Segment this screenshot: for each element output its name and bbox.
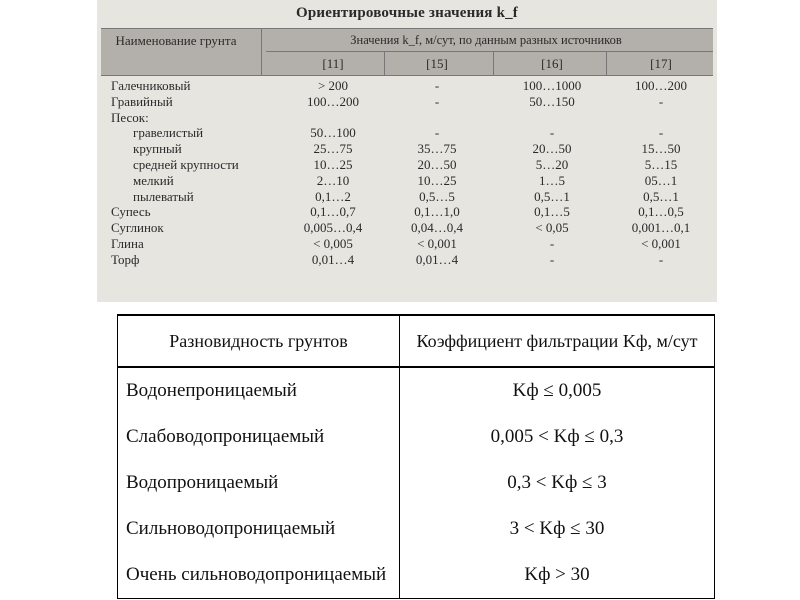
value-cell: 50…100 bbox=[310, 125, 356, 141]
value-cell: 10…25 bbox=[417, 172, 457, 188]
value-cell: - bbox=[434, 93, 440, 109]
coefficient-cell: 0,005 < Kф ≤ 0,3 bbox=[400, 414, 715, 460]
scan-table-body bbox=[101, 78, 713, 268]
soil-type-cell: Слабоводопроницаемый bbox=[118, 414, 400, 460]
value-cell: 0,1…5 bbox=[534, 204, 570, 220]
table-row bbox=[118, 552, 715, 599]
soil-type-header: Разновидность грунтов bbox=[118, 315, 400, 367]
soil-name: Суглинок bbox=[111, 220, 164, 236]
soil-name: средней крупности bbox=[133, 156, 239, 172]
soil-name-header: Наименование грунта bbox=[115, 33, 237, 48]
value-cell: - bbox=[658, 125, 664, 141]
table-row bbox=[101, 189, 713, 205]
value-cell: - bbox=[549, 125, 555, 141]
value-cell: 0,5…1 bbox=[534, 188, 570, 204]
value-cell: < 0,001 bbox=[417, 235, 457, 251]
soil-type-cell: Очень сильноводопроницаемый bbox=[118, 552, 400, 599]
value-cell: - bbox=[434, 78, 440, 93]
table-row bbox=[118, 460, 715, 506]
value-cell: - bbox=[658, 251, 664, 267]
source-header-17: [17] bbox=[650, 56, 672, 71]
table-row bbox=[118, 414, 715, 460]
value-cell: 100…1000 bbox=[522, 78, 582, 93]
soil-name: Торф bbox=[111, 251, 140, 267]
value-cell: 100…200 bbox=[307, 93, 359, 109]
table-row bbox=[101, 78, 713, 94]
header-divider bbox=[493, 51, 494, 75]
value-cell: - bbox=[549, 251, 555, 267]
header-divider bbox=[606, 51, 607, 75]
soil-type-cell: Водонепроницаемый bbox=[118, 367, 400, 414]
permeability-table bbox=[117, 314, 715, 599]
table-row bbox=[118, 367, 715, 414]
table-row bbox=[101, 157, 713, 173]
soil-name: Супесь bbox=[111, 204, 151, 220]
table-row bbox=[101, 236, 713, 252]
soil-name: мелкий bbox=[133, 172, 174, 188]
value-cell: 0,01…4 bbox=[311, 251, 355, 267]
table-row bbox=[101, 252, 713, 268]
value-cell: < 0,005 bbox=[313, 235, 353, 251]
soil-name: крупный bbox=[133, 141, 182, 157]
value-cell: 35…75 bbox=[417, 141, 457, 157]
value-cell: < 0,001 bbox=[641, 235, 681, 251]
table-row bbox=[101, 220, 713, 236]
value-cell: 0,1…0,7 bbox=[310, 204, 356, 220]
table-row bbox=[101, 204, 713, 220]
coefficient-cell: Kф ≤ 0,005 bbox=[400, 367, 715, 414]
value-cell: 05…1 bbox=[644, 172, 678, 188]
value-cell: 0,01…4 bbox=[415, 251, 459, 267]
source-header-11: [11] bbox=[322, 56, 344, 71]
table-row bbox=[101, 110, 713, 126]
value-cell: 0,005…0,4 bbox=[303, 220, 363, 236]
scan-table-title: Ориентировочные значения k_f bbox=[295, 5, 519, 21]
value-cell: 20…50 bbox=[532, 141, 572, 157]
value-cell: 15…50 bbox=[641, 141, 681, 157]
value-cell: - bbox=[658, 93, 664, 109]
value-cell: 2…10 bbox=[316, 172, 350, 188]
value-cell: 0,1…0,5 bbox=[638, 204, 684, 220]
soil-type-cell: Водопроницаемый bbox=[118, 460, 400, 506]
soil-name: Песок: bbox=[111, 109, 149, 125]
coefficient-cell: Kф > 30 bbox=[400, 552, 715, 599]
header-divider bbox=[266, 51, 713, 52]
scan-table-header bbox=[101, 28, 713, 76]
value-cell: 50…150 bbox=[529, 93, 575, 109]
soil-name: пылеватый bbox=[133, 188, 194, 204]
header-divider bbox=[261, 29, 262, 75]
values-header: Значения k_f, м/сут, по данным разных источников bbox=[350, 33, 622, 47]
value-cell: 5…20 bbox=[535, 156, 569, 172]
permeability-table-body bbox=[118, 367, 715, 599]
table-row bbox=[101, 94, 713, 110]
soil-name: Галечниковый bbox=[111, 78, 191, 93]
value-cell: 25…75 bbox=[313, 141, 353, 157]
value-cell: 0,1…1,0 bbox=[414, 204, 460, 220]
value-cell: 0,1…2 bbox=[315, 188, 351, 204]
source-header-16: [16] bbox=[541, 56, 563, 71]
table-row bbox=[118, 506, 715, 552]
value-cell: < 0,05 bbox=[535, 220, 569, 236]
soil-name: Глина bbox=[111, 235, 144, 251]
value-cell: 0,04…0,4 bbox=[411, 220, 463, 236]
value-cell: 0,5…5 bbox=[419, 188, 455, 204]
value-cell: 0,001…0,1 bbox=[631, 220, 691, 236]
table-row bbox=[101, 125, 713, 141]
source-header-15: [15] bbox=[426, 56, 448, 71]
value-cell: 100…200 bbox=[635, 78, 687, 93]
value-cell: - bbox=[434, 125, 440, 141]
table-row bbox=[101, 141, 713, 157]
coefficient-cell: 0,3 < Kф ≤ 3 bbox=[400, 460, 715, 506]
value-cell: 20…50 bbox=[417, 156, 457, 172]
soil-name: гравелистый bbox=[133, 125, 204, 141]
value-cell: > 200 bbox=[317, 78, 349, 93]
value-cell: - bbox=[549, 235, 555, 251]
value-cell: 10…25 bbox=[313, 156, 353, 172]
table-row bbox=[101, 173, 713, 189]
value-cell: 1…5 bbox=[539, 172, 565, 188]
value-cell: 5…15 bbox=[644, 156, 678, 172]
value-cell: 0,5…1 bbox=[643, 188, 679, 204]
table-header-row bbox=[118, 315, 715, 367]
scan-table-image bbox=[97, 0, 717, 302]
header-divider bbox=[384, 51, 385, 75]
soil-name: Гравийный bbox=[111, 93, 173, 109]
coefficient-cell: 3 < Kф ≤ 30 bbox=[400, 506, 715, 552]
soil-type-cell: Сильноводопроницаемый bbox=[118, 506, 400, 552]
filtration-coefficient-header: Коэффициент фильтрации Kф, м/сут bbox=[400, 315, 715, 367]
